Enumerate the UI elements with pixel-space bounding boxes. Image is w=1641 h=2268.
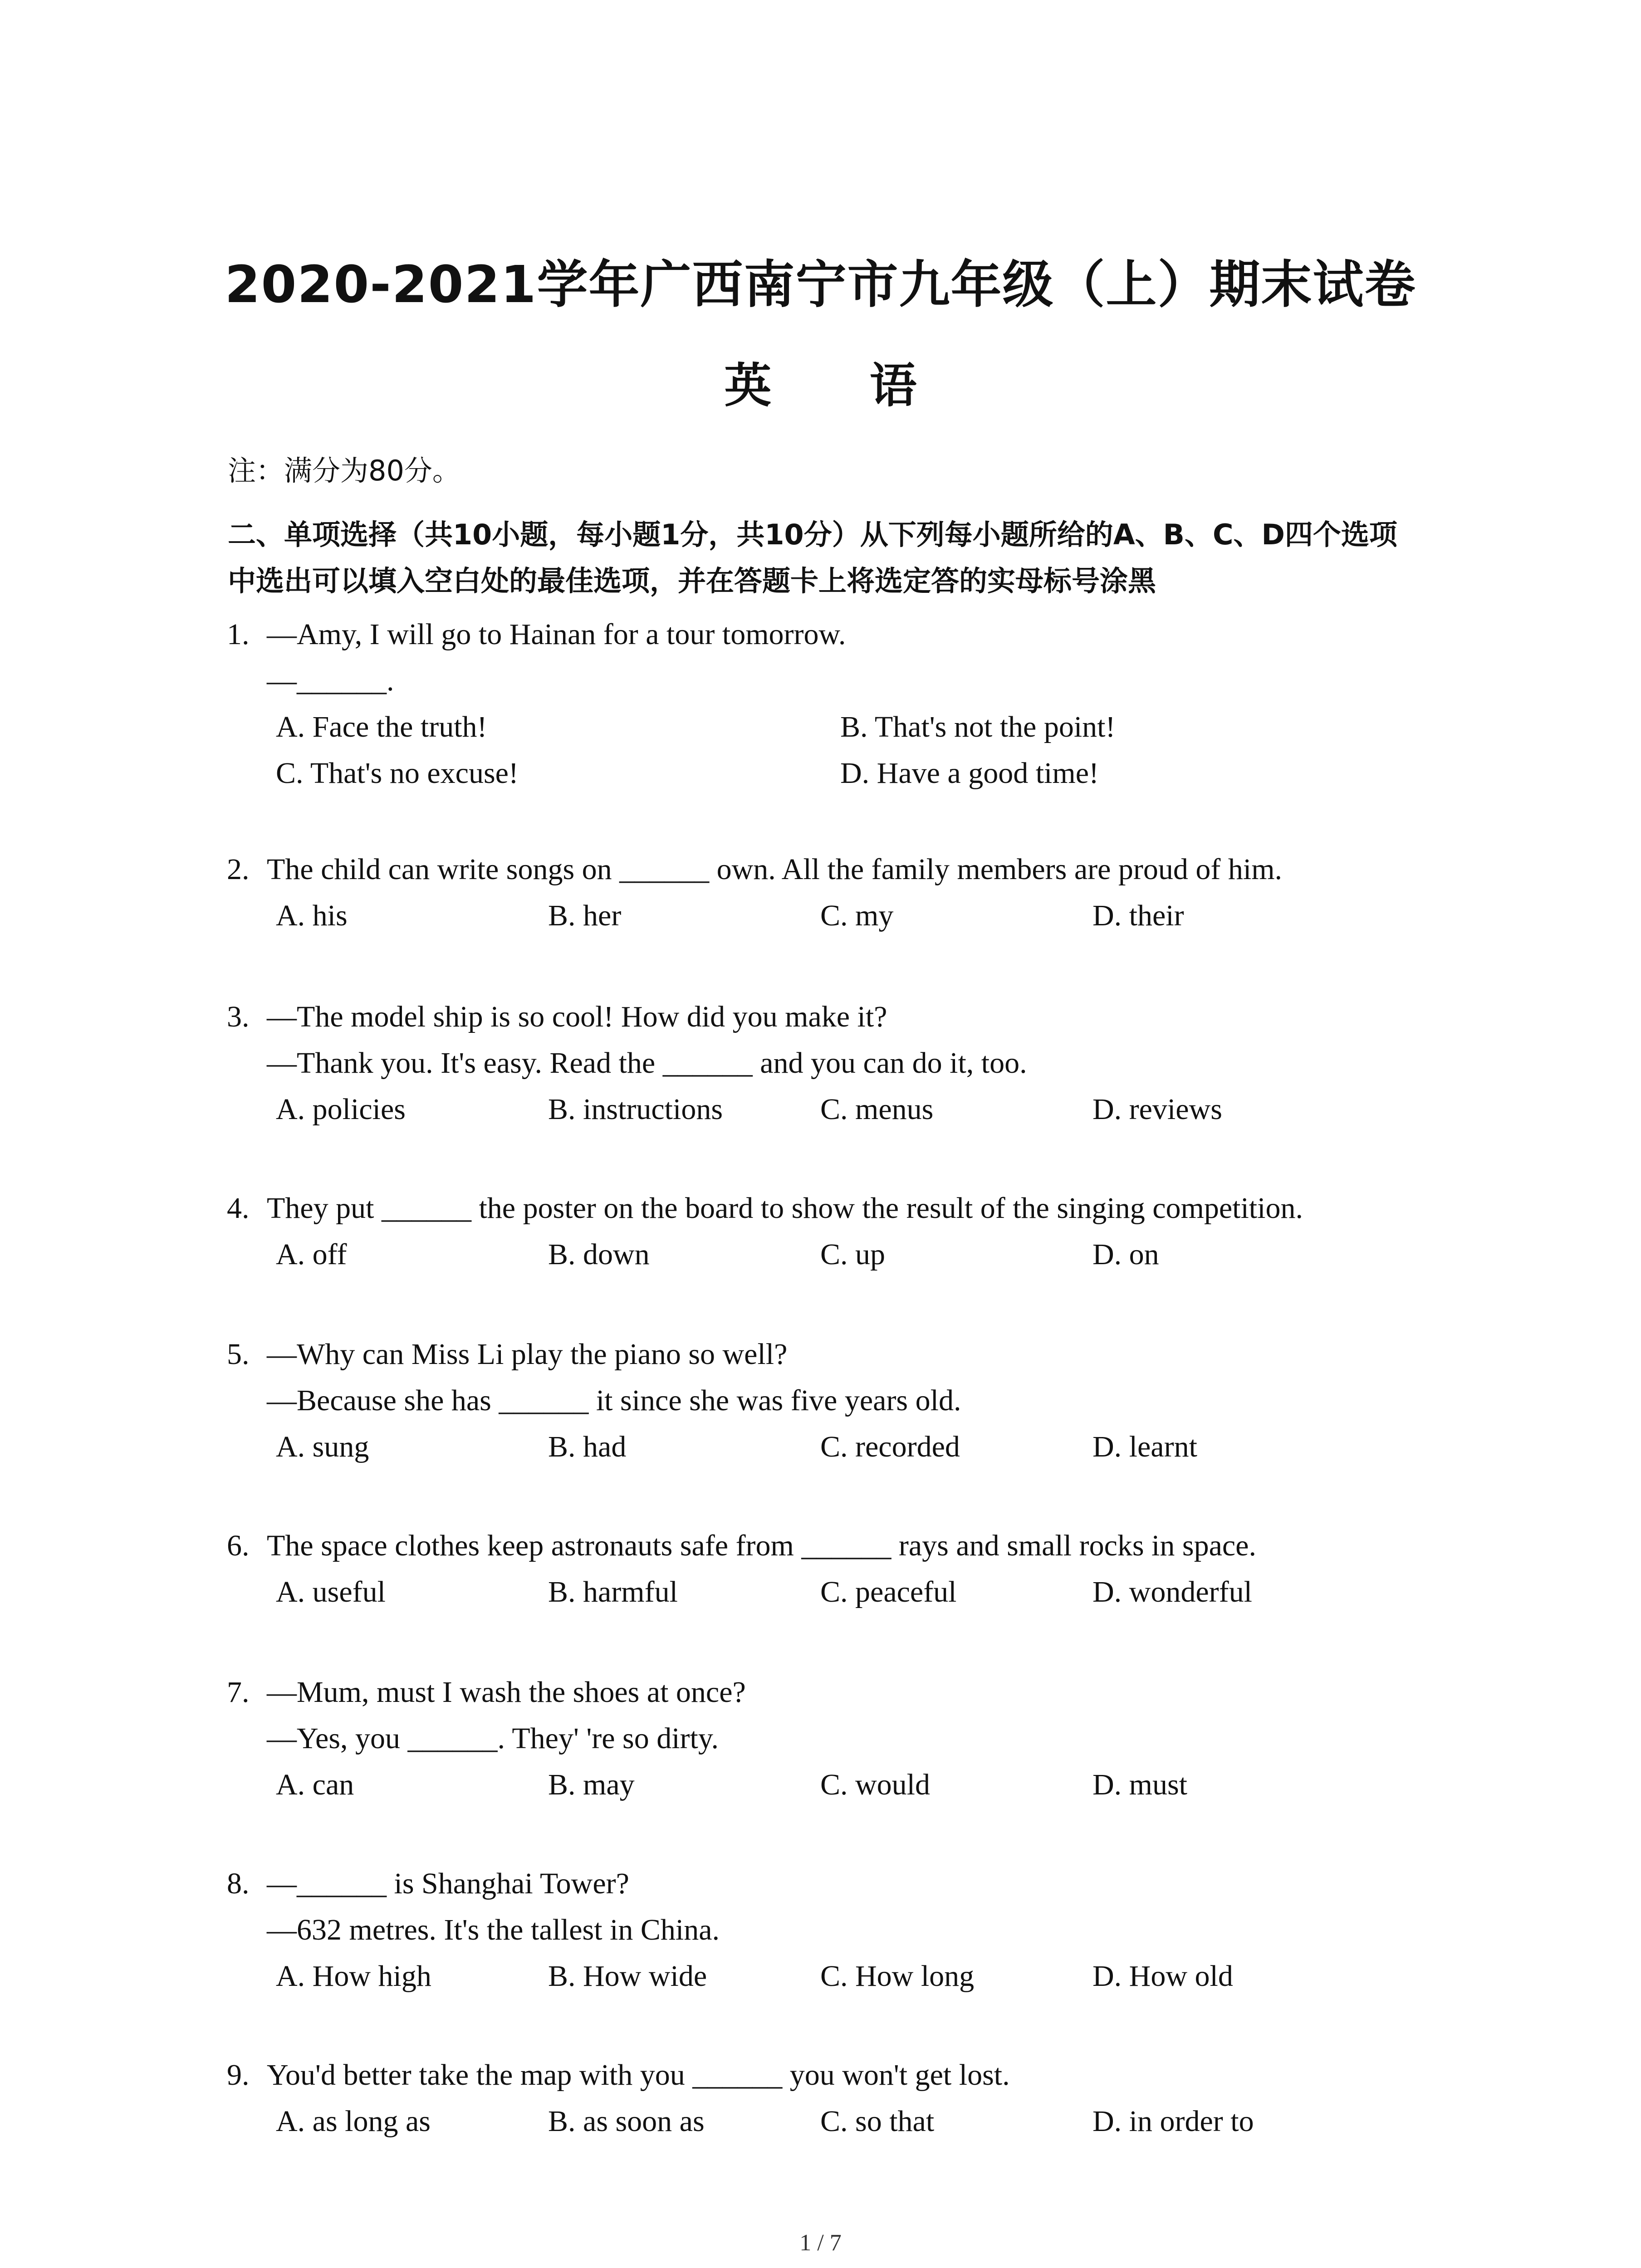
option-b: B. down <box>548 1238 650 1271</box>
section-instructions <box>228 512 1453 604</box>
option-d: D. learnt <box>1092 1430 1197 1463</box>
question-7 <box>227 1669 1452 1808</box>
question-number: 9. <box>227 2058 250 2092</box>
section-instructions-line-1: 二、单项选择（共10小题，每小题1分，共10分）从下列每小题所给的A、B、C、D四个选项 <box>228 518 1397 551</box>
question-text: —______ is Shanghai Tower? <box>267 1867 629 1900</box>
option-c: C. That's no excuse! <box>276 757 519 790</box>
subject-title: 英 语 <box>724 358 958 413</box>
question-number: 2. <box>227 853 250 886</box>
question-number: 1. <box>227 618 250 651</box>
question-text: You'd better take the map with you ______ you won't get lost. <box>267 2058 1010 2092</box>
question-6 <box>227 1523 1452 1615</box>
question-2 <box>227 846 1452 939</box>
question-text: —Thank you. It's easy. Read the ______ and you can do it, too. <box>267 1046 1027 1080</box>
option-a: A. as long as <box>276 2105 431 2138</box>
option-a: A. Face the truth! <box>276 710 487 743</box>
question-text: —Yes, you ______. They' 're so dirty. <box>267 1722 719 1755</box>
score-note: 注：满分为80分。 <box>228 454 460 487</box>
option-a: A. policies <box>276 1093 406 1126</box>
option-c: C. would <box>820 1768 931 1801</box>
option-c: C. menus <box>820 1093 934 1126</box>
option-b: B. harmful <box>548 1575 678 1608</box>
option-b: B. That's not the point! <box>840 710 1116 743</box>
question-text: The space clothes keep astronauts safe from ______ rays and small rocks in space. <box>267 1529 1256 1562</box>
option-b: B. instructions <box>548 1093 723 1126</box>
question-text: —The model ship is so cool! How did you make it? <box>267 1000 887 1033</box>
question-text: —______. <box>267 664 394 697</box>
option-b: B. her <box>548 899 622 932</box>
exam-title: 2020-2021学年广西南宁市九年级（上）期末试卷 <box>225 255 1416 314</box>
question-number: 7. <box>227 1676 250 1709</box>
option-b: B. may <box>548 1768 635 1801</box>
question-4 <box>227 1185 1452 1278</box>
option-d: D. How old <box>1092 1960 1233 1993</box>
question-1 <box>227 611 1452 797</box>
question-number: 5. <box>227 1338 250 1371</box>
option-d: D. their <box>1092 899 1184 932</box>
question-text: The child can write songs on ______ own. All the family members are proud of him. <box>267 853 1283 886</box>
option-d: D. reviews <box>1092 1093 1222 1126</box>
option-c: C. up <box>820 1238 886 1271</box>
question-text: —Amy, I will go to Hainan for a tour tomorrow. <box>267 618 846 651</box>
question-text: —Because she has ______ it since she was five years old. <box>267 1384 961 1417</box>
option-a: A. can <box>276 1768 354 1801</box>
question-8 <box>227 1861 1452 1999</box>
option-a: A. off <box>276 1238 347 1271</box>
question-text: —Mum, must I wash the shoes at once? <box>267 1676 746 1709</box>
section-instructions-line-2: 中选出可以填入空白处的最佳选项，并在答题卡上将选定答的实母标号涂黑 <box>228 564 1156 597</box>
page-number: 1 / 7 <box>799 2230 842 2256</box>
question-text: —632 metres. It's the tallest in China. <box>267 1913 720 1946</box>
question-5 <box>227 1331 1452 1470</box>
option-c: C. peaceful <box>820 1575 957 1608</box>
option-d: D. wonderful <box>1092 1575 1252 1608</box>
question-text: They put ______ the poster on the board to show the result of the singing competition. <box>267 1192 1303 1225</box>
option-d: D. on <box>1092 1238 1159 1271</box>
question-number: 6. <box>227 1529 250 1562</box>
option-c: C. How long <box>820 1960 975 1993</box>
option-d: D. Have a good time! <box>840 757 1099 790</box>
question-3 <box>227 994 1452 1133</box>
question-9 <box>227 2052 1452 2145</box>
option-d: D. in order to <box>1092 2105 1254 2138</box>
option-a: A. How high <box>276 1960 431 1993</box>
question-number: 3. <box>227 1000 250 1033</box>
option-a: A. useful <box>276 1575 386 1608</box>
question-text: —Why can Miss Li play the piano so well? <box>267 1338 788 1371</box>
option-d: D. must <box>1092 1768 1188 1801</box>
option-b: B. had <box>548 1430 627 1463</box>
option-b: B. as soon as <box>548 2105 705 2138</box>
question-number: 8. <box>227 1867 250 1900</box>
option-a: A. his <box>276 899 348 932</box>
option-c: C. so that <box>820 2105 935 2138</box>
question-number: 4. <box>227 1192 250 1225</box>
option-c: C. my <box>820 899 894 932</box>
option-b: B. How wide <box>548 1960 707 1993</box>
option-a: A. sung <box>276 1430 369 1463</box>
option-c: C. recorded <box>820 1430 960 1463</box>
